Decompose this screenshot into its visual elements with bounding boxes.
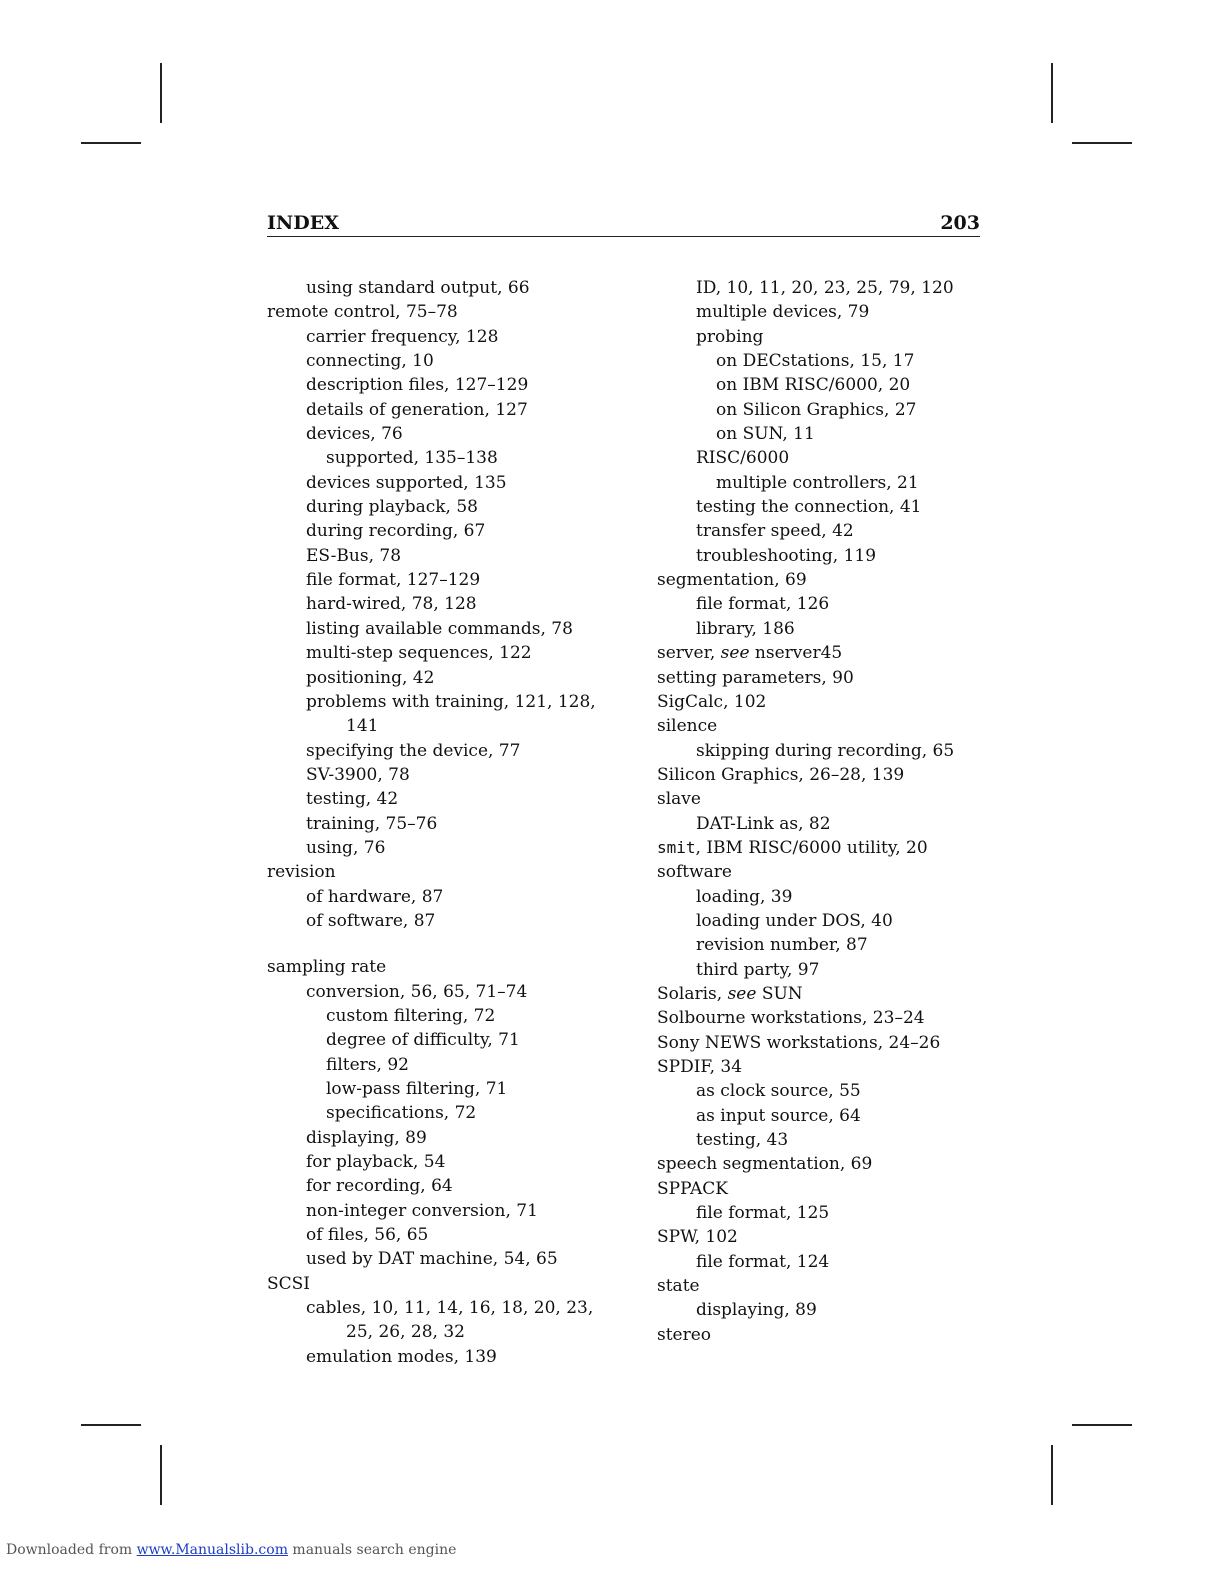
index-subentry: testing, 42 [306,789,399,810]
index-subentry: ES-Bus, 78 [306,545,402,566]
crop-mark-top-left-horizontal [81,142,141,144]
index-subentry: during recording, 67 [306,521,486,542]
index-subentry: during playback, 58 [306,497,478,518]
index-subentry: file format, 126 [696,594,830,615]
crop-mark-top-left-vertical [160,63,162,123]
index-subentry: non-integer conversion, 71 [306,1200,538,1221]
index-subsubentry: supported, 135–138 [326,448,498,469]
index-subentry: hard-wired, 78, 128 [306,594,477,615]
index-subentry: SV-3900, 78 [306,764,410,785]
crop-mark-bottom-right-horizontal [1072,1424,1132,1426]
index-entry: Sony NEWS workstations, 24–26 [657,1032,941,1053]
index-subentry: devices supported, 135 [306,472,507,493]
entry-text: Solaris, [657,983,728,1004]
index-entry-continuation: 141 [346,716,379,737]
index-subsubentry: low-pass filtering, 71 [326,1079,508,1099]
index-subentry: displaying, 89 [306,1127,427,1148]
index-entry: silence [657,716,718,737]
footer-suffix: manuals search engine [287,1542,457,1558]
index-column-right [657,276,987,1347]
index-subentry: emulation modes, 139 [306,1346,497,1367]
index-subentry: for recording, 64 [306,1176,453,1197]
index-entry: speech segmentation, 69 [657,1154,873,1175]
index-entry: Solbourne workstations, 23–24 [657,1008,925,1029]
index-subentry: loading under DOS, 40 [696,910,893,931]
index-subentry: for playback, 54 [306,1152,446,1173]
index-subentry: troubleshooting, 119 [696,545,877,566]
download-footer [6,1542,456,1558]
index-subsubentry: on SUN, 11 [716,424,815,445]
index-entry: setting parameters, 90 [657,667,854,688]
index-subentry: cables, 10, 11, 14, 16, 18, 20, 23, [306,1298,594,1319]
index-entry: state [657,1276,700,1297]
index-subentry: displaying, 89 [696,1300,817,1321]
index-subentry: revision number, 87 [696,935,868,956]
crop-mark-top-right-vertical [1051,63,1053,123]
index-subentry: testing, 43 [696,1130,789,1151]
index-subentry: skipping during recording, 65 [696,740,955,761]
crop-mark-top-right-horizontal [1072,142,1132,144]
index-subentry: file format, 124 [696,1251,830,1272]
index-subentry: conversion, 56, 65, 71–74 [306,981,528,1002]
command-name: smit [657,837,696,857]
index-entry: Silicon Graphics, 26–28, 139 [657,764,905,785]
index-entry [657,836,987,860]
crop-mark-bottom-right-vertical [1051,1445,1053,1505]
index-subentry: positioning, 42 [306,667,435,688]
entry-text: , IBM RISC/6000 utility, 20 [695,837,928,858]
index-subentry: of hardware, 87 [306,886,444,907]
index-entry [657,641,987,665]
index-subentry: transfer speed, 42 [696,521,854,542]
crop-mark-bottom-left-horizontal [81,1424,141,1426]
index-subentry: using standard output, 66 [306,278,530,298]
index-subentry: file format, 125 [696,1203,830,1224]
index-subsubentry: multiple controllers, 21 [716,472,919,493]
index-entry: SPDIF, 34 [657,1057,743,1077]
index-subentry: multiple devices, 79 [696,302,870,323]
entry-text: server, [657,643,721,664]
index-subentry: RISC/6000 [696,448,790,469]
index-entry: SPW, 102 [657,1227,738,1248]
index-subentry: ID, 10, 11, 20, 23, 25, 79, 120 [696,278,954,298]
see-reference: see [727,983,757,1004]
index-entry: stereo [657,1324,712,1345]
index-entry: remote control, 75–78 [267,302,458,323]
entry-text: SUN [756,983,803,1004]
crop-mark-bottom-left-vertical [160,1445,162,1505]
index-subsubentry: custom filtering, 72 [326,1005,496,1026]
index-subentry: loading, 39 [696,886,793,907]
index-entry: SigCalc, 102 [657,691,767,712]
index-subsubentry: degree of difficulty, 71 [326,1030,520,1051]
index-subsubentry: specifications, 72 [326,1103,477,1124]
index-subentry: specifying the device, 77 [306,740,521,761]
index-entry: SPPACK [657,1178,728,1199]
index-entry: revision [267,862,336,883]
index-subentry: of files, 56, 65 [306,1225,429,1246]
index-subentry: library, 186 [696,618,795,639]
footer-prefix: Downloaded from [6,1542,137,1558]
index-subsubentry: filters, 92 [326,1054,409,1075]
index-subentry: connecting, 10 [306,351,434,372]
index-subentry: used by DAT machine, 54, 65 [306,1249,558,1270]
see-reference: see [720,643,750,664]
index-entry: SCSI [267,1273,311,1294]
page-title: INDEX [267,212,339,234]
index-entry [657,982,987,1006]
index-subentry: problems with training, 121, 128, [306,691,596,712]
index-subsubentry: on DECstations, 15, 17 [716,351,915,372]
index-subentry: testing the connection, 41 [696,497,922,518]
index-subentry: as clock source, 55 [696,1081,861,1102]
index-entry: sampling rate [267,957,387,978]
index-subentry: using, 76 [306,837,386,858]
section-gap [267,933,607,955]
running-head [267,210,980,237]
index-subentry: file format, 127–129 [306,570,481,591]
index-subentry: description files, 127–129 [306,375,529,396]
index-subentry: probing [696,326,764,347]
index-column-left [267,276,607,1369]
index-subsubentry: on IBM RISC/6000, 20 [716,375,911,396]
entry-text: nserver45 [749,643,843,664]
page-number: 203 [940,212,980,234]
index-subentry: as input source, 64 [696,1105,861,1126]
manualslib-link[interactable]: www.Manualslib.com [136,1542,288,1558]
index-subentry: training, 75–76 [306,813,438,834]
index-subentry: devices, 76 [306,424,403,445]
index-entry: slave [657,789,701,810]
index-subentry: carrier frequency, 128 [306,326,499,347]
index-entry-continuation: 25, 26, 28, 32 [346,1322,465,1343]
index-subentry: details of generation, 127 [306,399,528,420]
index-subentry: third party, 97 [696,959,820,980]
index-entry: software [657,862,732,883]
index-entry: segmentation, 69 [657,570,807,591]
index-subentry: DAT-Link as, 82 [696,813,831,834]
index-subentry: of software, 87 [306,910,436,931]
index-subentry: multi-step sequences, 122 [306,643,532,664]
index-subentry: listing available commands, 78 [306,618,573,639]
index-subsubentry: on Silicon Graphics, 27 [716,399,917,420]
